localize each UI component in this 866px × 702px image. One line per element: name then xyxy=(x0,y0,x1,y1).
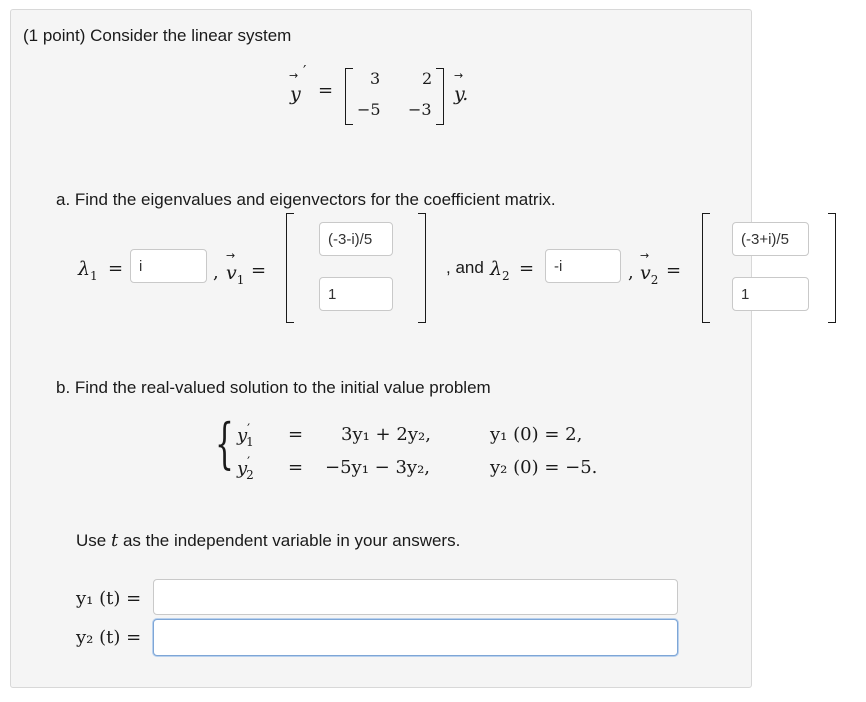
v2-left-bracket xyxy=(702,213,710,323)
eq1-rhs: 3y₁ + 2y₂, xyxy=(341,424,431,445)
v1-equals: = xyxy=(251,260,267,281)
eq2-initial-condition: y₂ (0) = −5. xyxy=(490,457,598,478)
eq1-lhs: $y'_1$ xyxy=(237,422,254,449)
lambda1-input[interactable]: i xyxy=(130,249,207,283)
v2-label: $v_2$ xyxy=(640,262,659,287)
v2-arrow: → xyxy=(640,249,650,262)
v1-right-bracket xyxy=(418,213,426,323)
instruction-text: Use t as the independent variable in your answers. xyxy=(76,530,461,551)
v1-component-2-input[interactable]: 1 xyxy=(319,277,393,311)
system-prime: ′ xyxy=(303,62,307,80)
lambda1-label: $\lambda_1$ xyxy=(78,258,98,283)
v2-comma: , xyxy=(628,262,634,283)
matrix-a12: 2 xyxy=(422,69,433,88)
lambda2-input[interactable]: -i xyxy=(545,249,621,283)
y2-input[interactable] xyxy=(153,619,678,656)
matrix-a11: 3 xyxy=(370,69,381,88)
matrix-a22: −3 xyxy=(408,100,432,119)
system-rhs: y. xyxy=(454,83,469,105)
matrix-right-bracket xyxy=(436,68,444,125)
system-brace: { xyxy=(215,412,234,475)
v2-right-bracket xyxy=(828,213,836,323)
matrix-left-bracket xyxy=(345,68,353,125)
part-a-prompt: a. Find the eigenvalues and eigenvectors for the coefficient matrix. xyxy=(56,190,556,209)
v2-component-1-input[interactable]: (-3+i)/5 xyxy=(732,222,809,256)
eq2-equals: = xyxy=(288,457,304,478)
y-arrow: → xyxy=(289,69,299,82)
matrix-a21: −5 xyxy=(357,100,381,119)
y-arrow-rhs: → xyxy=(454,69,464,82)
v2-component-2-input[interactable]: 1 xyxy=(732,277,809,311)
lambda1-equals: = xyxy=(108,258,124,279)
eq1-equals: = xyxy=(288,424,304,445)
y2-label: y₂ (t) = xyxy=(76,627,142,648)
eq2-rhs: −5y₁ − 3y₂, xyxy=(325,457,431,478)
v1-label: $v_1$ xyxy=(226,262,245,287)
lambda2-equals: = xyxy=(519,258,535,279)
problem-header: (1 point) Consider the linear system xyxy=(23,26,292,45)
eq2-lhs: $y'_2$ xyxy=(237,455,254,482)
system-equals: = xyxy=(318,80,334,101)
v1-left-bracket xyxy=(286,213,294,323)
y1-input[interactable] xyxy=(153,579,678,615)
part-b-prompt: b. Find the real-valued solution to the initial value problem xyxy=(56,378,491,397)
and-text: , and xyxy=(446,258,484,277)
v1-component-1-input[interactable]: (-3-i)/5 xyxy=(319,222,393,256)
v1-comma: , xyxy=(213,262,219,283)
y1-label: y₁ (t) = xyxy=(76,588,142,609)
v1-arrow: → xyxy=(226,249,236,262)
lambda2-label: $\lambda_2$ xyxy=(490,258,510,283)
system-lhs-y: y xyxy=(290,83,301,105)
v2-equals: = xyxy=(666,260,682,281)
eq1-initial-condition: y₁ (0) = 2, xyxy=(490,424,583,445)
